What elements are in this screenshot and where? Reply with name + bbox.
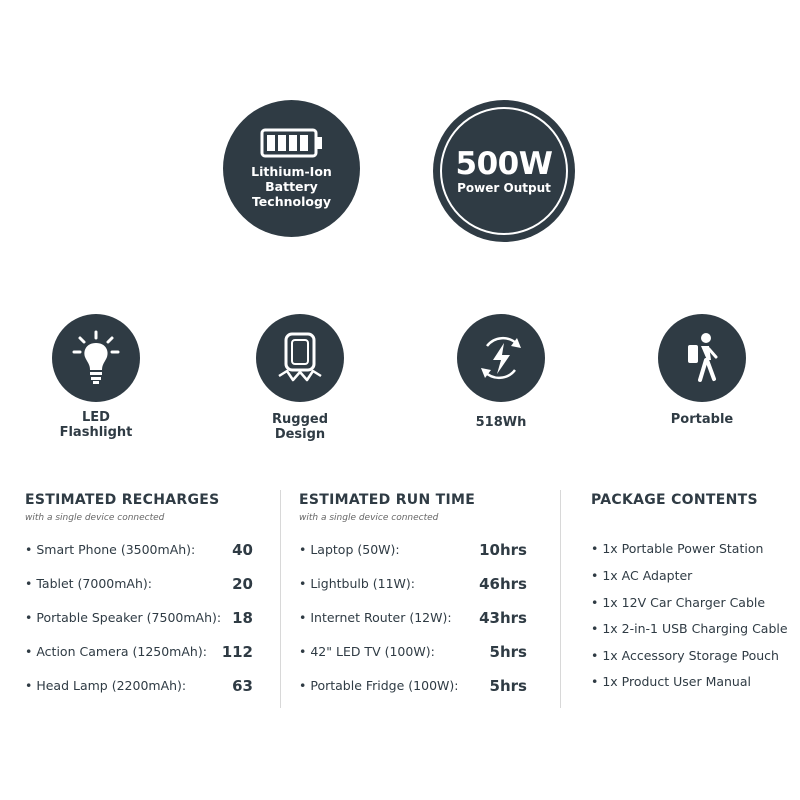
rugged-label: Rugged Design — [272, 412, 328, 442]
list-value: 46hrs — [479, 575, 527, 593]
capacity-feature-badge — [457, 314, 545, 402]
battery-feature-text: Lithium-Ion Battery Technology — [251, 164, 332, 209]
list-item: • Head Lamp (2200mAh): — [25, 678, 187, 693]
list-item: • Lightbulb (11W): — [299, 576, 416, 591]
list-value: 20 — [232, 575, 253, 593]
package-section — [591, 492, 796, 689]
list-value: 5hrs — [489, 643, 527, 661]
list-item: • 1x AC Adapter — [591, 568, 693, 583]
recharges-title: ESTIMATED RECHARGES — [25, 492, 220, 508]
rugged-feature-badge — [256, 314, 344, 402]
list-item: • Portable Speaker (7500mAh): — [25, 610, 222, 625]
runtime-section — [299, 492, 527, 695]
power-output-badge — [433, 100, 575, 242]
recharges-subtitle: with a single device connected — [25, 513, 165, 523]
list-item: • 1x Product User Manual — [591, 674, 751, 689]
list-item: • Smart Phone (3500mAh): — [25, 542, 196, 557]
runtime-title: ESTIMATED RUN TIME — [299, 492, 476, 508]
list-value: 43hrs — [479, 609, 527, 627]
lightbulb-icon — [66, 328, 126, 388]
list-item: • 1x Portable Power Station — [591, 541, 764, 556]
recharge-cycle-icon — [473, 330, 529, 386]
battery-feature-badge — [223, 100, 360, 237]
recharges-section — [25, 492, 265, 695]
package-title: PACKAGE CONTENTS — [591, 492, 758, 508]
list-value: 18 — [232, 609, 253, 627]
power-output-value: 500W — [455, 146, 553, 182]
list-item: • 1x 2-in-1 USB Charging Cable — [591, 621, 788, 636]
list-item: • 1x Accessory Storage Pouch — [591, 648, 779, 663]
list-value: 112 — [221, 643, 253, 661]
list-item: • 42" LED TV (100W): — [299, 644, 435, 659]
column-divider — [560, 490, 561, 708]
list-item: • Internet Router (12W): — [299, 610, 452, 625]
list-item: • Tablet (7000mAh): — [25, 576, 152, 591]
list-item: • Portable Fridge (100W): — [299, 678, 459, 693]
list-value: 40 — [232, 541, 253, 559]
list-item: • Laptop (50W): — [299, 542, 400, 557]
battery-icon — [260, 128, 324, 158]
power-output-label: Power Output — [457, 181, 551, 195]
badge-ring — [440, 107, 568, 235]
flashlight-feature-badge — [52, 314, 140, 402]
portable-label: Portable — [670, 412, 734, 427]
portable-feature-badge — [658, 314, 746, 402]
list-item: • Action Camera (1250mAh): — [25, 644, 207, 659]
list-value: 10hrs — [479, 541, 527, 559]
hiker-icon — [676, 330, 728, 386]
column-divider — [280, 490, 281, 708]
rugged-case-icon — [273, 330, 327, 386]
flashlight-label: LED Flashlight — [59, 410, 133, 440]
capacity-label: 518Wh — [475, 415, 527, 430]
runtime-subtitle: with a single device connected — [299, 513, 439, 523]
list-value: 5hrs — [489, 677, 527, 695]
list-item: • 1x 12V Car Charger Cable — [591, 595, 766, 610]
list-value: 63 — [232, 677, 253, 695]
